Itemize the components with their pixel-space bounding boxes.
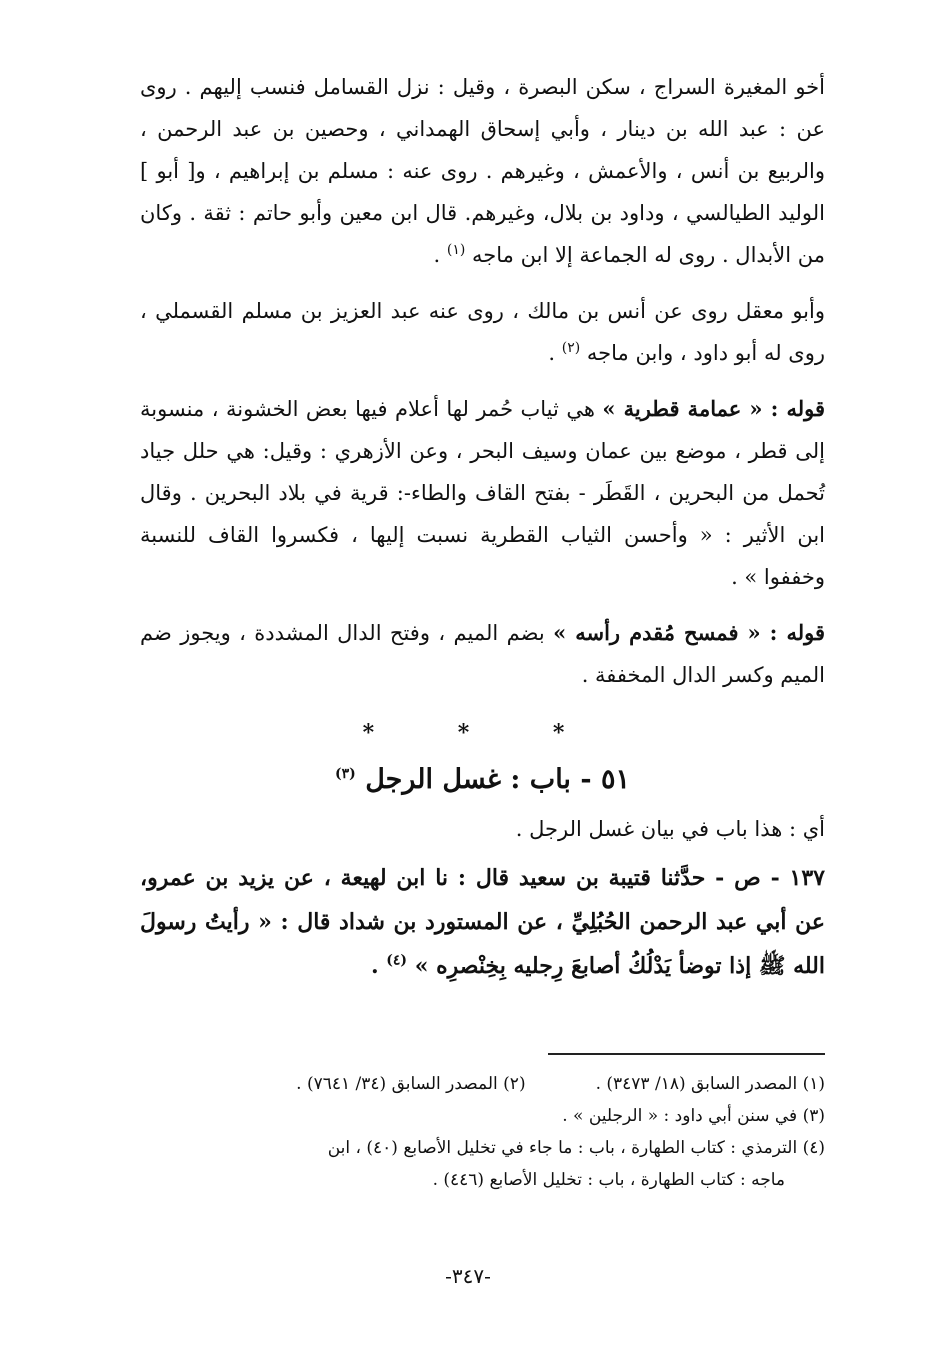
paragraph-masah-muqaddam	[140, 612, 825, 696]
section-separator: * * *	[362, 720, 603, 746]
footnote-4-continued: ماجه : كتاب الطهارة ، باب : تخليل الأصابع (٤٤٦) .	[432, 1170, 785, 1190]
paragraph-imama-qatariya	[140, 388, 825, 598]
footnote-divider	[548, 1053, 825, 1055]
page-number: -٣٤٧-	[445, 1264, 491, 1288]
footnote-row	[140, 1068, 825, 1100]
main-text	[140, 66, 825, 988]
hadith-body: ١٣٧ - ص - حدَّثنا قتيبة بن سعيد قال : نا ابن لهيعة ، عن يزيد بن عمرو، عن أبي عبد الرحمن الحُبُلِيِّ ، عن المستورد بن شداد قال : « رأيتُ رسولَ الله ﷺ إذا توضأ يَدْلُكُ أصابعَ رِجليه بِخِنْصرِه »	[140, 865, 825, 979]
footnote-4: (٤) الترمذي : كتاب الطهارة ، باب : ما جاء في تخليل الأصابع (٤٠) ، ابن	[327, 1138, 825, 1158]
footnotes	[140, 1068, 825, 1196]
quoted-term: قوله : « فمسح مُقدم رأسه »	[553, 620, 825, 645]
paragraph-text: وأبو معقل روى عن أنس بن مالك ، روى عنه عبد العزيز بن مسلم القسملي ، روى له أبو داود ، وابن ماجه	[140, 299, 825, 365]
paragraph-text: بضم الميم ، وفتح الدال المشددة ، ويجوز ضم الميم وكسر الدال المخففة .	[140, 621, 825, 687]
paragraph-text: هي ثياب حُمر لها أعلام فيها بعض الخشونة ، منسوبة إلى قطر ، موضع بين عمان وسيف البحر ، وعن الأزهري : وقيل: هي حلل جياد تُحمل من البحرين ، القَطَر - بفتح القاف والطاء-: قرية في بلاد البحرين . وقال ابن الأثير : « وأحسن الثياب القطرية نسبت إليها ، فكسروا القاف للنسبة وخففوا » .	[140, 397, 825, 589]
chapter-title: ٥١ - باب : غسل الرجل	[365, 764, 630, 795]
footnote-1: (١) المصدر السابق (١٨/ ٣٤٧٣) .	[595, 1074, 825, 1094]
footnote-ref: (٣)	[335, 766, 356, 782]
footnote-3: (٣) في سنن أبي داود : « الرجلين » .	[562, 1106, 825, 1126]
paragraph-end: .	[433, 243, 447, 267]
quoted-term: قوله : « عمامة قطرية »	[602, 396, 825, 421]
chapter-heading	[140, 758, 825, 802]
footnote-ref: (٢)	[561, 340, 581, 356]
footnote-ref: (٤)	[386, 952, 408, 969]
paragraph-abu-maqil	[140, 290, 825, 374]
hadith-text	[140, 856, 825, 988]
footnote-ref: (١)	[446, 242, 466, 258]
chapter-intro: أي : هذا باب في بيان غسل الرجل .	[515, 817, 825, 841]
paragraph-text: أخو المغيرة السراج ، سكن البصرة ، وقيل : نزل القسامل فنسب إليهم . روى عن : عبد الله بن دينار ، وأبي إسحاق الهمداني ، وحصين بن عبد الرحمن ، والربيع بن أنس ، والأعمش ، وغيرهم . روى عنه : مسلم بن إبراهيم ، و[ أبو ] الوليد الطيالسي ، وداود بن بلال، وغيرهم. قال ابن معين وأبو حاتم : ثقة . وكان من الأبدال . روى له الجماعة إلا ابن ماجه	[140, 75, 825, 267]
footnote-2: (٢) المصدر السابق (٣٤/ ٧٦٤١) .	[296, 1074, 526, 1094]
paragraph-end: .	[548, 341, 562, 365]
hadith-end: .	[370, 953, 387, 979]
paragraph-narrator-bio	[140, 66, 825, 276]
